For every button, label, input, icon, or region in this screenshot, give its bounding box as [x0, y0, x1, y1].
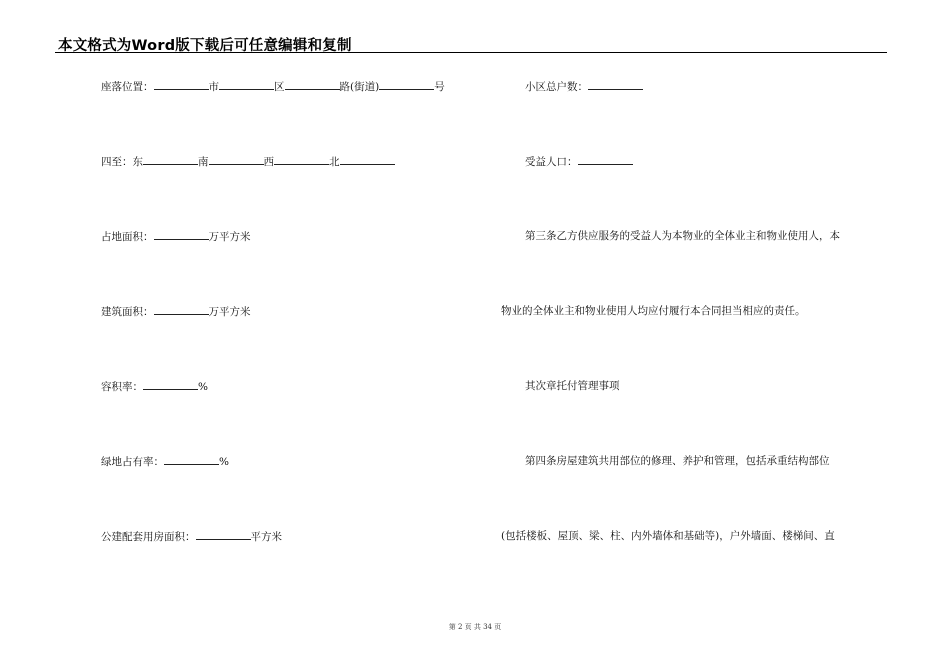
location-label: 座落位置：	[101, 81, 154, 93]
building-area-label: 建筑面积：	[101, 306, 154, 318]
public-area-unit: 平方米	[250, 531, 282, 543]
city-blank	[154, 79, 209, 90]
public-area-blank	[196, 529, 251, 540]
city-suffix: 市	[208, 81, 219, 93]
north-blank	[340, 154, 395, 165]
north-label: 北	[329, 156, 340, 168]
building-area-blank	[154, 304, 209, 315]
green-ratio-blank	[164, 454, 219, 465]
building-area-line	[101, 304, 251, 319]
page-number-footer: 第 2 页 共 34 页	[448, 623, 502, 631]
land-area-label: 占地面积：	[101, 231, 154, 243]
number-suffix: 号	[434, 81, 445, 93]
population-blank	[578, 154, 633, 165]
location-line	[101, 79, 445, 94]
boundaries-line	[101, 154, 395, 169]
public-area-line	[101, 529, 282, 544]
public-area-label: 公建配套用房面积：	[101, 531, 196, 543]
green-ratio-line	[101, 454, 229, 469]
green-ratio-label: 绿地占有率：	[101, 456, 164, 468]
population-label: 受益人口：	[525, 156, 578, 168]
south-blank	[209, 154, 264, 165]
article4-line1: 第四条房屋建筑共用部位的修理、养护和管理，包括承重结构部位	[525, 455, 830, 467]
population-line	[525, 154, 633, 169]
households-label: 小区总户数：	[525, 81, 588, 93]
road-suffix: 路(街道)	[339, 81, 380, 93]
land-area-line	[101, 229, 251, 244]
chapter2-heading: 其次章托付管理事项	[525, 380, 620, 392]
land-area-blank	[154, 229, 209, 240]
households-line	[525, 79, 643, 94]
boundaries-label: 四至：	[101, 156, 133, 168]
number-blank	[379, 79, 434, 90]
article4-line2: (包括楼板、屋顶、梁、柱、内外墙体和基础等)，户外墙面、楼梯间、直	[501, 530, 835, 542]
west-label: 西	[263, 156, 274, 168]
article3-line1: 第三条乙方供应服务的受益人为本物业的全体业主和物业使用人，本	[525, 230, 840, 242]
west-blank	[274, 154, 329, 165]
document-header-title: 本文格式为Word版下载后可任意编辑和复制	[58, 38, 352, 54]
east-blank	[143, 154, 198, 165]
district-suffix: 区	[274, 81, 285, 93]
road-blank	[285, 79, 340, 90]
plot-ratio-blank	[143, 379, 198, 390]
plot-ratio-unit: %	[198, 381, 208, 393]
district-blank	[219, 79, 274, 90]
south-label: 南	[198, 156, 209, 168]
building-area-unit: 万平方米	[208, 306, 251, 318]
green-ratio-unit: %	[219, 456, 229, 468]
article3-line2: 物业的全体业主和物业使用人均应付履行本合同担当相应的责任。	[501, 305, 806, 317]
plot-ratio-line	[101, 379, 208, 394]
east-label: 东	[132, 156, 143, 168]
households-blank	[588, 79, 643, 90]
header-divider	[55, 52, 887, 53]
land-area-unit: 万平方米	[208, 231, 251, 243]
plot-ratio-label: 容积率：	[101, 381, 143, 393]
